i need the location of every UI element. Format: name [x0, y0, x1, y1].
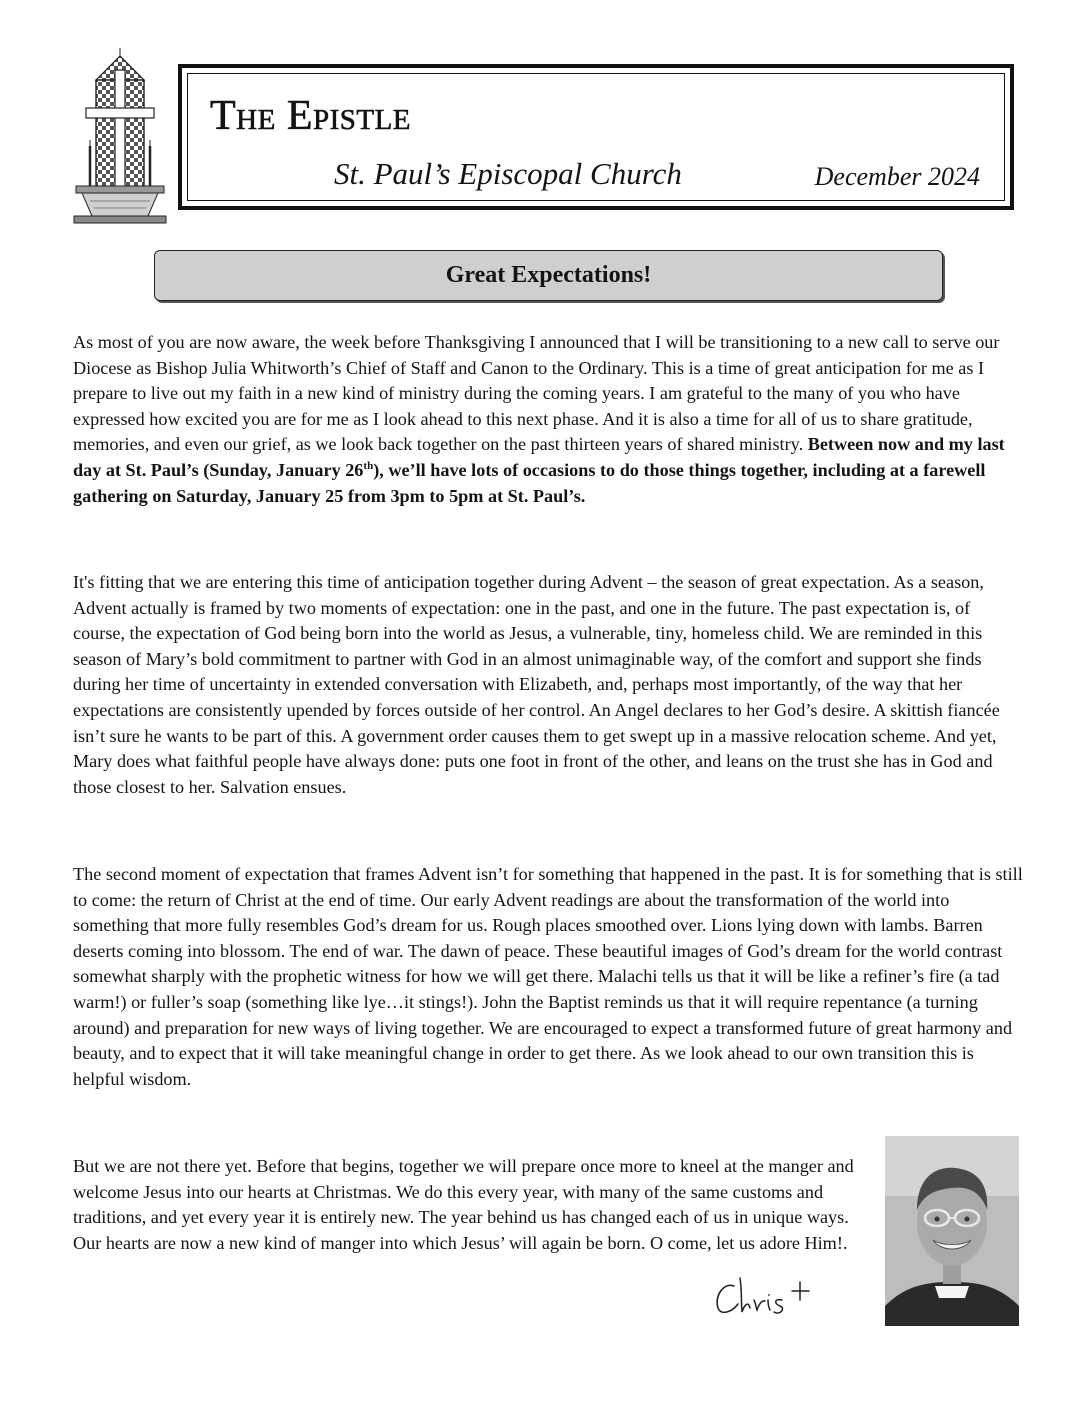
masthead-inner-frame — [187, 73, 1005, 201]
article-headline: Great Expectations! — [445, 262, 652, 288]
author-photo — [885, 1136, 1019, 1326]
masthead — [178, 64, 1014, 210]
article-paragraph-3: The second moment of expectation that frames Advent isn’t for something that happened in the past. It is for something that is still to come: the return of Christ at the end of time. Our early Advent readings are about the transformation of the world into something that more fully resembles God’s dream for us. Rough places smoothed over. Lions lying down with lambs. Barren deserts coming into blossom. The end of war. The dawn of peace. These beautiful images of God’s dream for the world contrast somewhat sharply with the prophetic witness for how we will get there. Malachi tells us that it will be like a refiner’s fire (a tad warm!) or fuller’s soap (something like lye…it stings!). John the Baptist reminds us that it will require repentance (a turning around) and preparation for new ways of living together. We are encouraged to expect a transformed future of great harmony and beauty, and to expect that it will take meaningful change in order to get there. As we look ahead to our own transition this is helpful wisdom. — [73, 864, 1023, 1089]
church-window-logo-icon — [70, 46, 170, 231]
article-paragraph-2: It's fitting that we are entering this time of anticipation together during Advent – the season of great expectation. As a season, Advent actually is framed by two moments of expectation: one in the past, and one in the future. The past expectation is, of course, the expectation of God being born into the world as Jesus, a vulnerable, tiny, homeless child. We are reminded in this season of Mary’s bold commitment to partner with God in an almost unimaginable way, of the comfort and support she finds during her time of uncertainty in extended conversation with Elizabeth, and, perhaps most importantly, of the way that her expectations are consistently upended by forces outside of her control. An Angel declares to her God’s desire. A skittish fiancée isn’t sure he wants to be part of this. A government order causes them to get swept up in a massive relocation scheme. And yet, Mary does what faithful people have always done: puts one foot in front of the other, and leans on the trust she has in God and those closest to her. Salvation ensues. — [73, 572, 1000, 797]
paragraph-1-bold-end: ), we’ll have lots of occasions to do those things together, including at a farewell gathering on Saturday, January 25 from 3pm to 5pm at St. Paul’s. — [73, 459, 986, 506]
paragraph-1-bold-start: Between now and my last day at St. Paul’s (Sunday, January 26 — [73, 434, 1005, 480]
ordinal-suffix: th — [363, 459, 374, 472]
article-headline-box — [154, 250, 943, 301]
church-name: St. Paul’s Episcopal Church — [334, 156, 682, 191]
handwritten-signature — [712, 1270, 824, 1320]
article-paragraph-1 — [73, 330, 1023, 509]
paragraph-1-intro: As most of you are now aware, the week before Thanksgiving I announced that I will be transitioning to a new call to serve our Diocese as Bishop Julia Whitworth’s Chief of Staff and Canon to the Ordinary. This is a time of great anticipation for me as I prepare to live out my faith in a new kind of ministry during the coming years. I am grateful to the many of you who have expressed how excited you are for me as I look ahead to this next phase. And it is also a time for all of us to share gratitude, memories, and even our grief, as we look back together on the past thirteen years of shared ministry. — [73, 332, 1000, 455]
newsletter-title: The Epistle — [210, 93, 412, 139]
issue-date: December 2024 — [814, 162, 980, 191]
article-paragraph-4: But we are not there yet. Before that begins, together we will prepare once more to kneel at the manger and welcome Jesus into our hearts at Christmas. We do this every year, with many of the same customs and traditions, and yet every year it is entirely new. The year behind us has changed each of us in unique ways. Our hearts are now a new kind of manger into which Jesus’ will again be born. O come, let us adore Him!. — [73, 1156, 854, 1253]
